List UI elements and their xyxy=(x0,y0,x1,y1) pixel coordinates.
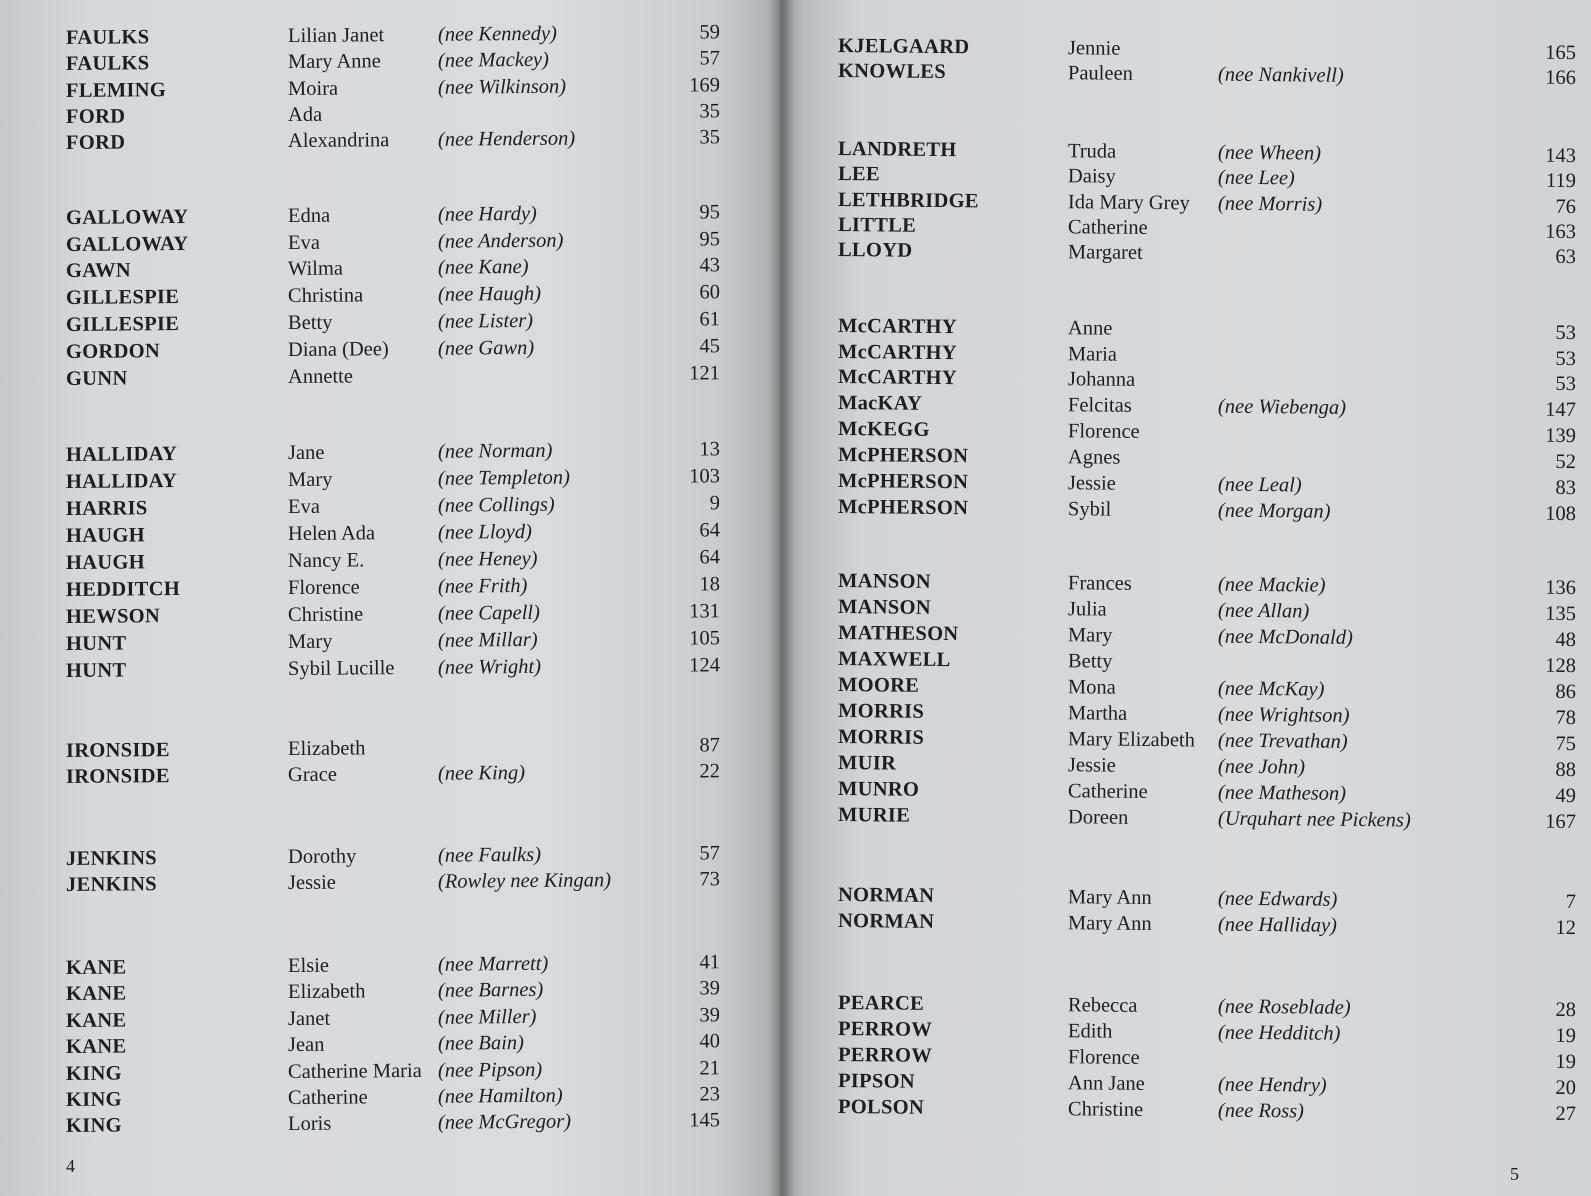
entry-surname: HALLIDAY xyxy=(65,443,178,466)
entry-surname: NORMAN xyxy=(837,884,935,907)
entry-surname: GILLESPIE xyxy=(65,286,180,309)
entry-surname: FAULKS xyxy=(65,52,150,75)
entry-page-number: 57 xyxy=(699,842,721,865)
entry-given-name: Mona xyxy=(1067,676,1116,699)
entry-given-name: Wilma xyxy=(287,257,344,281)
right-entry-list xyxy=(780,0,1591,1196)
left-page xyxy=(0,0,780,1196)
entry-page-number: 13 xyxy=(699,438,721,461)
entry-given-name: Christine xyxy=(1067,1098,1144,1121)
entry-given-name: Alexandrina xyxy=(287,129,390,153)
entry-given-name: Sybil xyxy=(1067,498,1112,521)
entry-page-number: 88 xyxy=(1555,758,1577,782)
entry-page-number: 49 xyxy=(1555,784,1577,808)
entry-maiden-name: (Rowley nee Kingan) xyxy=(437,869,612,893)
entry-given-name: Margaret xyxy=(1067,241,1143,264)
entry-page-number: 135 xyxy=(1545,602,1577,626)
entry-surname: McCARTHY xyxy=(837,315,958,339)
entry-maiden-name: (nee Gawn) xyxy=(437,336,535,360)
entry-maiden-name: (nee Henderson) xyxy=(437,127,576,151)
entry-surname: FORD xyxy=(65,131,126,154)
entry-given-name: Christine xyxy=(287,603,364,627)
entry-given-name: Agnes xyxy=(1067,446,1121,469)
entry-maiden-name: (nee Anderson) xyxy=(437,229,564,253)
entry-given-name: Elsie xyxy=(287,954,330,978)
entry-given-name: Eva xyxy=(287,231,320,255)
entry-given-name: Johanna xyxy=(1067,368,1136,391)
entry-surname: LITTLE xyxy=(837,214,917,237)
entry-maiden-name: (nee Ross) xyxy=(1217,1099,1305,1123)
entry-maiden-name: (nee Morgan) xyxy=(1217,499,1331,523)
entry-maiden-name: (nee Hendry) xyxy=(1217,1073,1327,1097)
entry-page-number: 119 xyxy=(1545,169,1577,193)
entry-page-number: 19 xyxy=(1555,1050,1577,1074)
entry-surname: KNOWLES xyxy=(837,60,947,84)
entry-maiden-name: (nee Leal) xyxy=(1217,473,1302,497)
entry-surname: HEDDITCH xyxy=(65,578,181,601)
entry-surname: McCARTHY xyxy=(837,341,958,365)
entry-maiden-name: (nee Kane) xyxy=(437,255,529,279)
entry-page-number: 136 xyxy=(1545,576,1577,600)
entry-given-name: Dorothy xyxy=(287,845,357,869)
entry-maiden-name: (nee Bain) xyxy=(437,1032,525,1055)
entry-given-name: Catherine xyxy=(1067,216,1148,239)
entry-surname: MURIE xyxy=(837,804,911,827)
entry-surname: McPHERSON xyxy=(837,496,969,520)
entry-given-name: Catherine xyxy=(1067,780,1148,803)
entry-page-number: 41 xyxy=(699,951,721,974)
entry-maiden-name: (nee Hedditch) xyxy=(1217,1021,1341,1045)
entry-maiden-name: (nee Allan) xyxy=(1217,599,1310,623)
entry-given-name: Florence xyxy=(1067,420,1140,443)
entry-maiden-name: (nee Faulks) xyxy=(437,843,542,867)
entry-page-number: 86 xyxy=(1555,680,1577,704)
entry-page-number: 52 xyxy=(1555,450,1577,474)
entry-surname: FLEMING xyxy=(65,79,167,102)
entry-given-name: Eva xyxy=(287,495,320,519)
entry-maiden-name: (nee Templeton) xyxy=(437,466,570,490)
entry-maiden-name: (nee Kennedy) xyxy=(437,22,558,46)
entry-page-number: 39 xyxy=(699,977,721,1000)
entry-page-number: 43 xyxy=(699,254,721,277)
entry-page-number: 18 xyxy=(699,573,721,596)
entry-page-number: 19 xyxy=(1555,1024,1577,1048)
entry-maiden-name: (nee Edwards) xyxy=(1217,887,1338,911)
entry-surname: MUNRO xyxy=(837,778,920,801)
entry-maiden-name: (nee Millar) xyxy=(437,628,538,652)
entry-surname: KANE xyxy=(65,1035,127,1058)
entry-given-name: Jean xyxy=(287,1033,325,1057)
entry-given-name: Elizabeth xyxy=(287,980,366,1004)
entry-page-number: 105 xyxy=(689,627,721,650)
entry-maiden-name: (nee King) xyxy=(437,761,526,785)
entry-given-name: Betty xyxy=(287,311,333,335)
entry-given-name: Ada xyxy=(287,103,323,127)
entry-surname: LEE xyxy=(837,163,881,186)
entry-surname: JENKINS xyxy=(65,873,158,896)
left-entry-list xyxy=(0,0,780,1196)
entry-given-name: Diana (Dee) xyxy=(287,338,389,362)
entry-given-name: Lilian Janet xyxy=(287,24,385,48)
entry-page-number: 139 xyxy=(1545,424,1577,448)
entry-maiden-name: (nee Wilkinson) xyxy=(437,75,567,99)
entry-given-name: Christina xyxy=(287,284,364,308)
entry-maiden-name: (Urquhart nee Pickens) xyxy=(1217,807,1411,832)
entry-maiden-name: (nee Marrett) xyxy=(437,952,549,976)
entry-page-number: 61 xyxy=(699,308,721,331)
entry-maiden-name: (nee Barnes) xyxy=(437,978,544,1002)
entry-given-name: Maria xyxy=(1067,343,1118,366)
entry-maiden-name: (nee Halliday) xyxy=(1217,913,1338,937)
entry-given-name: Mary xyxy=(287,468,333,492)
entry-given-name: Anne xyxy=(1067,317,1113,340)
entry-maiden-name: (nee Capell) xyxy=(437,601,540,625)
entry-page-number: 169 xyxy=(689,74,721,97)
entry-surname: McKEGG xyxy=(837,418,930,441)
entry-surname: HALLIDAY xyxy=(65,470,178,493)
entry-given-name: Nancy E. xyxy=(287,549,365,573)
entry-surname: IRONSIDE xyxy=(65,765,170,788)
entry-maiden-name: (nee Wright) xyxy=(437,655,542,679)
entry-page-number: 63 xyxy=(1555,245,1577,269)
entry-surname: KING xyxy=(65,1062,122,1085)
entry-page-number: 95 xyxy=(699,201,721,224)
entry-page-number: 53 xyxy=(1555,372,1577,396)
entry-surname: MacKAY xyxy=(837,392,923,415)
entry-surname: MANSON xyxy=(837,570,932,593)
entry-surname: HUNT xyxy=(65,659,127,682)
entry-page-number: 124 xyxy=(689,654,721,677)
entry-surname: GUNN xyxy=(65,367,128,390)
entry-given-name: Mary Ann xyxy=(1067,886,1152,910)
entry-page-number: 59 xyxy=(699,21,721,44)
entry-given-name: Florence xyxy=(287,576,360,600)
entry-surname: HAUGH xyxy=(65,524,146,547)
entry-given-name: Frances xyxy=(1067,572,1132,595)
entry-page-number: 167 xyxy=(1545,810,1577,834)
entry-maiden-name: (nee Miller) xyxy=(437,1005,537,1029)
entry-maiden-name: (nee Haugh) xyxy=(437,282,542,306)
entry-page-number: 40 xyxy=(699,1030,721,1053)
entry-surname: PERROW xyxy=(837,1044,933,1067)
entry-surname: McPHERSON xyxy=(837,470,969,494)
entry-given-name: Julia xyxy=(1067,598,1107,621)
entry-page-number: 53 xyxy=(1555,321,1577,345)
entry-surname: PERROW xyxy=(837,1018,933,1041)
entry-page-number: 7 xyxy=(1565,890,1577,914)
entry-page-number: 76 xyxy=(1555,195,1577,219)
entry-given-name: Elizabeth xyxy=(287,737,366,761)
entry-given-name: Jennie xyxy=(1067,37,1121,60)
entry-surname: McCARTHY xyxy=(837,366,958,390)
entry-given-name: Daisy xyxy=(1067,165,1116,188)
entry-surname: MOORE xyxy=(837,674,920,697)
entry-given-name: Betty xyxy=(1067,650,1113,673)
entry-given-name: Jane xyxy=(287,441,325,465)
entry-given-name: Sybil Lucille xyxy=(287,657,395,681)
entry-surname: JENKINS xyxy=(65,847,158,870)
entry-given-name: Janet xyxy=(287,1007,331,1031)
entry-maiden-name: (nee Norman) xyxy=(437,439,553,463)
entry-maiden-name: (nee Pipson) xyxy=(437,1058,543,1082)
entry-given-name: Felcitas xyxy=(1067,394,1132,417)
entry-maiden-name: (nee Wrightson) xyxy=(1217,703,1350,727)
entry-surname: NORMAN xyxy=(837,910,935,933)
book-gutter xyxy=(768,0,794,1196)
entry-page-number: 57 xyxy=(699,47,721,70)
entry-maiden-name: (nee Nankivell) xyxy=(1217,63,1344,87)
entry-page-number: 108 xyxy=(1545,502,1577,526)
entry-surname: LANDRETH xyxy=(837,138,957,162)
entry-page-number: 12 xyxy=(1555,916,1577,940)
entry-page-number: 166 xyxy=(1545,66,1577,90)
entry-given-name: Mary Ann xyxy=(1067,912,1152,936)
entry-page-number: 27 xyxy=(1555,1102,1577,1126)
entry-given-name: Jessie xyxy=(287,871,336,895)
entry-page-number: 60 xyxy=(699,281,721,304)
entry-given-name: Rebecca xyxy=(1067,994,1138,1017)
entry-page-number: 22 xyxy=(699,760,721,783)
entry-given-name: Mary xyxy=(287,630,333,654)
entry-maiden-name: (nee Hardy) xyxy=(437,202,537,226)
entry-given-name: Edith xyxy=(1067,1020,1113,1043)
entry-given-name: Catherine Maria xyxy=(287,1059,422,1084)
entry-maiden-name: (nee Wheen) xyxy=(1217,141,1322,165)
entry-surname: LETHBRIDGE xyxy=(837,189,979,213)
entry-surname: LLOYD xyxy=(837,239,913,262)
entry-given-name: Truda xyxy=(1067,140,1117,163)
entry-surname: MORRIS xyxy=(837,700,925,723)
entry-surname: IRONSIDE xyxy=(65,739,170,762)
entry-surname: HUNT xyxy=(65,632,127,655)
entry-given-name: Loris xyxy=(287,1112,332,1136)
entry-maiden-name: (nee Mackey) xyxy=(437,48,550,72)
entry-surname: MATHESON xyxy=(837,622,959,646)
entry-surname: KING xyxy=(65,1088,122,1111)
entry-surname: HARRIS xyxy=(65,497,148,520)
entry-maiden-name: (nee Heney) xyxy=(437,547,538,571)
entry-page-number: 53 xyxy=(1555,347,1577,371)
entry-surname: MANSON xyxy=(837,596,932,619)
entry-page-number: 147 xyxy=(1545,398,1577,422)
entry-maiden-name: (nee Lister) xyxy=(437,309,534,333)
entry-surname: McPHERSON xyxy=(837,444,969,468)
entry-given-name: Grace xyxy=(287,763,338,787)
entry-page-number: 35 xyxy=(699,126,721,149)
entry-given-name: Florence xyxy=(1067,1046,1140,1069)
entry-page-number: 163 xyxy=(1545,220,1577,244)
entry-given-name: Annette xyxy=(287,365,353,389)
entry-maiden-name: (nee Wiebenga) xyxy=(1217,395,1347,419)
entry-page-number: 28 xyxy=(1555,998,1577,1022)
entry-surname: MAXWELL xyxy=(837,648,951,672)
entry-maiden-name: (nee Collings) xyxy=(437,493,555,517)
entry-page-number: 87 xyxy=(699,734,721,757)
entry-given-name: Martha xyxy=(1067,702,1128,725)
entry-page-number: 9 xyxy=(709,492,721,515)
entry-maiden-name: (nee Roseblade) xyxy=(1217,995,1351,1019)
entry-surname: KANE xyxy=(65,982,127,1005)
right-page xyxy=(780,0,1591,1196)
entry-given-name: Mary Anne xyxy=(287,50,381,74)
entry-surname: MORRIS xyxy=(837,726,925,749)
entry-surname: PIPSON xyxy=(837,1070,916,1093)
entry-page-number: 128 xyxy=(1545,654,1577,678)
entry-page-number: 35 xyxy=(699,100,721,123)
entry-page-number: 64 xyxy=(699,519,721,542)
entry-page-number: 145 xyxy=(689,1109,721,1132)
entry-maiden-name: (nee Morris) xyxy=(1217,192,1323,216)
entry-surname: KANE xyxy=(65,1009,127,1032)
entry-maiden-name: (nee McKay) xyxy=(1217,677,1325,701)
entry-page-number: 45 xyxy=(699,335,721,358)
entry-page-number: 21 xyxy=(699,1057,721,1080)
entry-given-name: Mary xyxy=(1067,624,1113,647)
entry-given-name: Mary Elizabeth xyxy=(1067,728,1196,752)
entry-given-name: Doreen xyxy=(1067,806,1129,829)
entry-given-name: Helen Ada xyxy=(287,522,376,546)
entry-surname: MUIR xyxy=(837,752,897,775)
entry-surname: POLSON xyxy=(837,1096,925,1119)
entry-surname: GALLOWAY xyxy=(65,205,189,229)
entry-page-number: 121 xyxy=(689,362,721,385)
entry-surname: KANE xyxy=(65,956,127,979)
entry-given-name: Ann Jane xyxy=(1067,1072,1145,1095)
entry-page-number: 95 xyxy=(699,228,721,251)
entry-maiden-name: (nee Lee) xyxy=(1217,166,1295,190)
entry-surname: GILLESPIE xyxy=(65,313,180,336)
entry-given-name: Jessie xyxy=(1067,472,1116,495)
entry-given-name: Pauleen xyxy=(1067,62,1133,85)
page-number-left: 4 xyxy=(66,1156,75,1176)
entry-page-number: 64 xyxy=(699,546,721,569)
entry-maiden-name: (nee Trevathan) xyxy=(1217,729,1348,753)
entry-maiden-name: (nee Lloyd) xyxy=(437,520,533,544)
entry-page-number: 39 xyxy=(699,1004,721,1027)
entry-page-number: 75 xyxy=(1555,732,1577,756)
entry-page-number: 23 xyxy=(699,1083,721,1106)
entry-page-number: 48 xyxy=(1555,628,1577,652)
entry-maiden-name: (nee McDonald) xyxy=(1217,625,1353,649)
entry-given-name: Catherine xyxy=(287,1086,368,1110)
entry-surname: HAUGH xyxy=(65,551,146,574)
entry-page-number: 143 xyxy=(1545,144,1577,168)
entry-given-name: Jessie xyxy=(1067,754,1116,777)
entry-page-number: 165 xyxy=(1545,41,1577,65)
entry-page-number: 131 xyxy=(689,600,721,623)
entry-given-name: Ida Mary Grey xyxy=(1067,191,1190,215)
entry-surname: GALLOWAY xyxy=(65,232,189,256)
entry-surname: KJELGAARD xyxy=(837,35,970,59)
entry-surname: FAULKS xyxy=(65,26,150,49)
entry-page-number: 83 xyxy=(1555,476,1577,500)
entry-given-name: Edna xyxy=(287,204,331,228)
entry-maiden-name: (nee John) xyxy=(1217,755,1306,779)
entry-page-number: 73 xyxy=(699,868,721,891)
entry-maiden-name: (nee McGregor) xyxy=(437,1110,572,1134)
page-number-right: 5 xyxy=(1510,1164,1519,1184)
entry-surname: FORD xyxy=(65,105,126,128)
entry-surname: KING xyxy=(65,1114,122,1137)
entry-maiden-name: (nee Mackie) xyxy=(1217,573,1326,597)
entry-surname: GORDON xyxy=(65,340,161,363)
entry-maiden-name: (nee Matheson) xyxy=(1217,781,1347,805)
entry-surname: HEWSON xyxy=(65,605,161,628)
entry-maiden-name: (nee Hamilton) xyxy=(437,1084,563,1108)
entry-page-number: 20 xyxy=(1555,1076,1577,1100)
entry-page-number: 103 xyxy=(689,465,721,488)
entry-surname: GAWN xyxy=(65,259,132,282)
entry-maiden-name: (nee Frith) xyxy=(437,574,528,598)
entry-surname: PEARCE xyxy=(837,992,925,1015)
entry-page-number: 78 xyxy=(1555,706,1577,730)
entry-given-name: Moira xyxy=(287,77,339,101)
